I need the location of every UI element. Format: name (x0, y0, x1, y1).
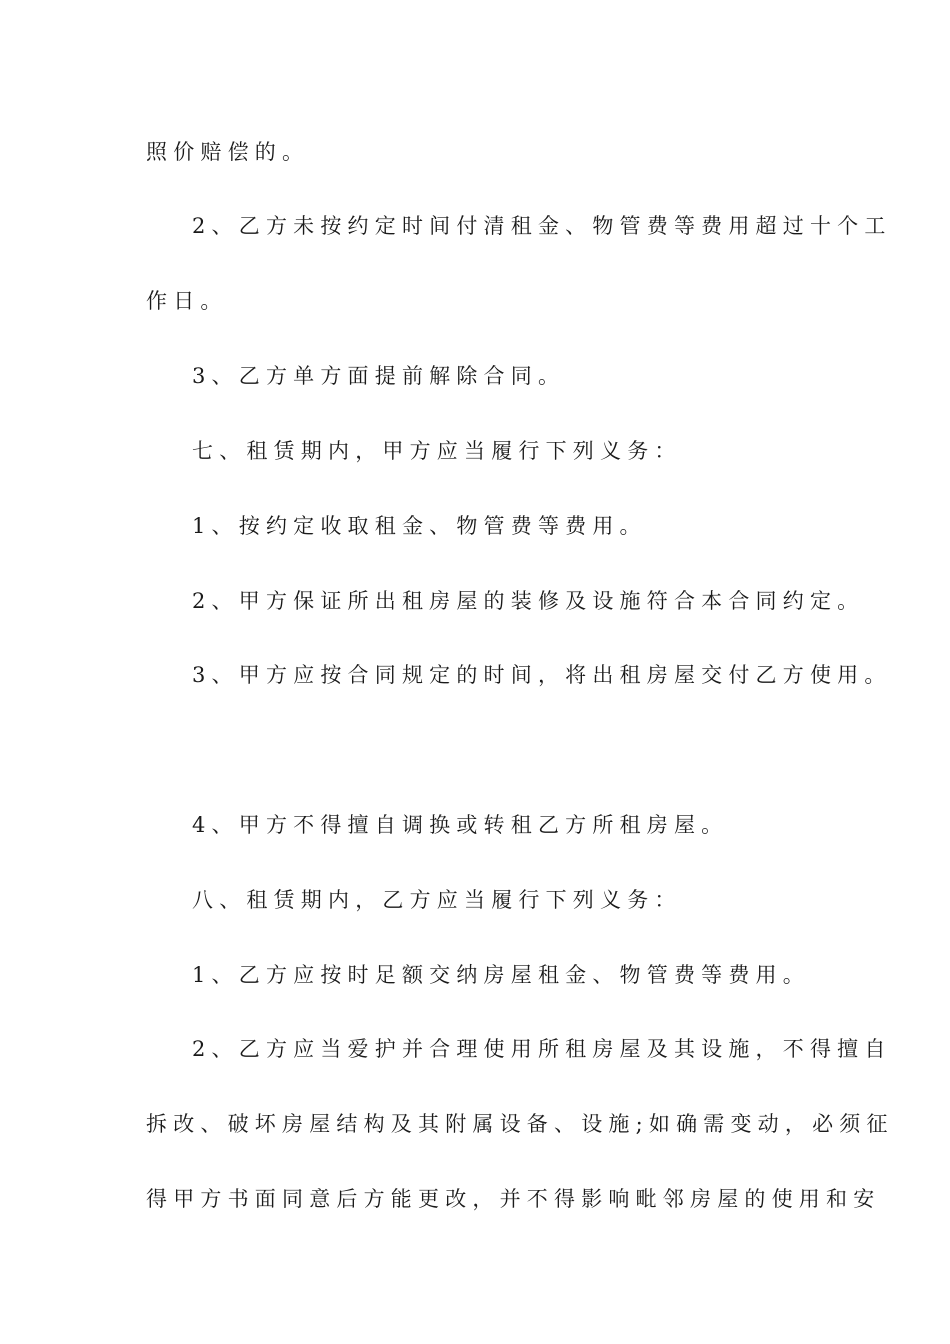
text-line: 3、乙方单方面提前解除合同。 (192, 364, 566, 388)
text-line: 1、乙方应按时足额交纳房屋租金、物管费等费用。 (192, 963, 810, 987)
text-line: 作日。 (146, 289, 228, 313)
text-line: 4、甲方不得擅自调换或转租乙方所租房屋。 (192, 813, 729, 837)
text-line: 2、乙方未按约定时间付清租金、物管费等费用超过十个工 (192, 214, 892, 238)
text-line: 3、甲方应按合同规定的时间，将出租房屋交付乙方使用。 (192, 663, 892, 687)
section-heading: 八、租赁期内，乙方应当履行下列义务： (192, 888, 682, 912)
text-line: 1、按约定收取租金、物管费等费用。 (192, 514, 647, 538)
text-line: 得甲方书面同意后方能更改，并不得影响毗邻房屋的使用和安 (146, 1187, 881, 1211)
section-heading: 七、租赁期内，甲方应当履行下列义务： (192, 439, 682, 463)
text-line: 2、乙方应当爱护并合理使用所租房屋及其设施，不得擅自 (192, 1037, 892, 1061)
text-line: 2、甲方保证所出租房屋的装修及设施符合本合同约定。 (192, 589, 865, 613)
text-line: 照价赔偿的。 (146, 140, 310, 164)
text-line: 拆改、破坏房屋结构及其附属设备、设施;如确需变动，必须征 (146, 1112, 894, 1136)
